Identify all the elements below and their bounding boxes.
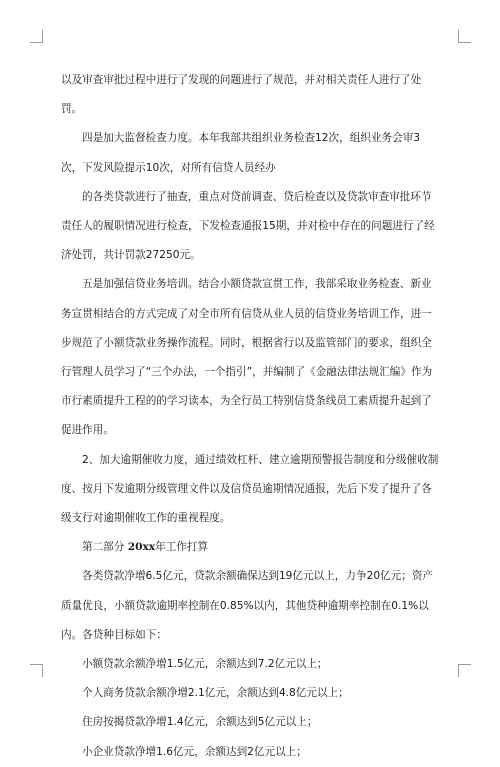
list-item: 住房按揭贷款净增1.4亿元，余额达到5亿元以上； [82,716,318,729]
corner-mark-bottom-left [30,664,43,677]
list-item: 个人商务贷款余额净增2.1亿元，余额达到4.8亿元以上； [82,687,349,700]
heading-suffix: 年工作打算 [155,541,209,554]
paragraph: 四是加大监督检查力度。本年我部共组织业务检查12次，组织业务会审3次，下发风险提示10次，对所有信贷人员经办 [61,132,421,174]
list-item: 小企业贷款净增1.6亿元，余额达到2亿元以上； [82,745,307,758]
corner-mark-bottom-right [458,664,471,677]
corner-mark-top-left [30,30,43,43]
heading-prefix: 第二部分 [82,541,125,554]
heading-year: 20xx [127,541,156,554]
paragraph: 2、加大逾期催收力度，通过绩效杠杆、建立逾期预警报告制度和分级催收制度、按月下发逾期分级管理文件以及信贷员逾期情况通报，先后下发了提升了各级支行对逾期催收工作的重视程度。 [61,453,439,525]
paragraph: 以及审查审批过程中进行了发现的问题进行了规范，并对相关责任人进行了处罚。 [61,74,422,116]
section-heading [61,533,441,562]
paragraph: 五是加强信贷业务培训。结合小额贷款宣贯工作，我部采取业务检查、新业务宣贯相结合的方式完成了对全市所有信贷从业人员的信贷业务培训工作，进一步规范了小额贷款业务操作流程。同时，根据省行以及监管部门的要求，组织全行管理人员学习了“三个办法，一个指引”，并编制了《金融法律法规汇编》作为市行素质提升工程的的学习读本，为全行员工特别信贷条线员工素质提升起到了促进作用。 [61,278,433,437]
paragraph: 的各类贷款进行了抽查，重点对贷前调查、贷后检查以及贷款审查审批环节责任人的履职情况进行检查，下发检查通报15期，并对检中存在的问题进行了经济处罚，共计罚款27250元。 [61,190,435,262]
corner-mark-top-right [458,30,471,43]
list-item: 小额贷款余额净增1.5亿元，余额达到7.2亿元以上； [82,658,328,671]
paragraph: 各类贷款净增6.5亿元，贷款余额确保达到19亿元以上，力争20亿元；资产质量优良，小额贷款逾期率控制在0.85%以内，其他贷种逾期率控制在0.1%以内。各贷种目标如下： [61,570,434,641]
document-body [61,66,441,767]
